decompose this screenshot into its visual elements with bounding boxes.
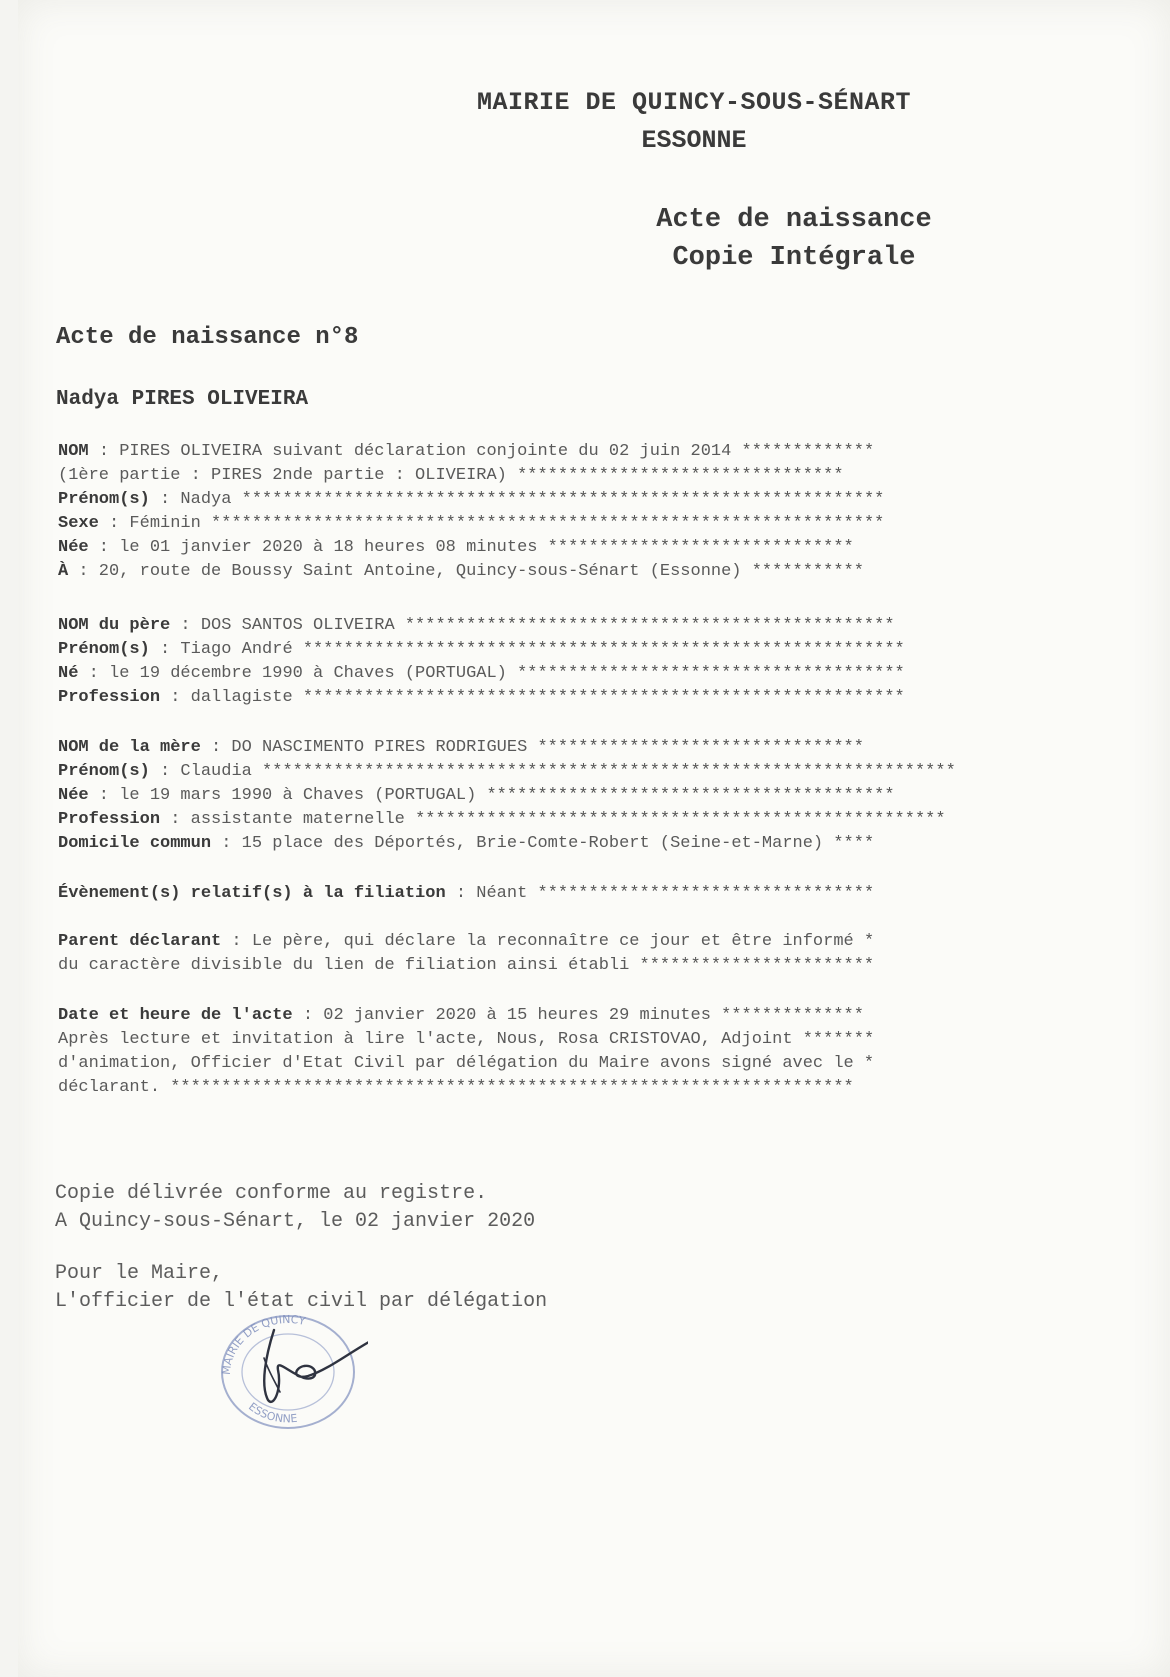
mother-nom-value: : DO NASCIMENTO PIRES RODRIGUES — [200, 738, 528, 757]
domicile-value: : 15 place des Déportés, Brie-Comte-Robert (Seine-et-Marne) — [211, 834, 824, 853]
father-nom-value: : DOS SANTOS OLIVEIRA — [170, 616, 395, 635]
filler-stars: **************************************************** — [404, 810, 946, 829]
acte-date-section — [58, 1004, 1078, 1100]
filler-stars: ************* — [731, 442, 875, 461]
mother-nom-label: NOM de la mère — [58, 738, 201, 757]
signature-stroke-2 — [264, 1358, 280, 1392]
child-sexe-line — [58, 512, 1078, 536]
acte-text-4: déclarant. — [58, 1078, 161, 1097]
filler-stars: ****************************** — [537, 538, 854, 557]
filler-stars: *********************************************************** — [292, 688, 905, 707]
acte-date-line3 — [58, 1052, 1078, 1076]
acte-text-3: d'animation, Officier d'Etat Civil par délégation du Maire avons signé avec le — [58, 1054, 854, 1073]
filler-stars: ****************************************************************** — [200, 514, 885, 533]
child-sexe-value: : Féminin — [98, 514, 201, 533]
father-ne-value: : le 19 décembre 1990 à Chaves (PORTUGAL) — [78, 664, 507, 683]
child-nom-line — [58, 440, 1078, 464]
official-stamp-with-signature — [208, 1300, 368, 1430]
child-prenom-line — [58, 488, 1078, 512]
filler-stars: ********************************* — [527, 884, 875, 903]
filler-stars: * — [853, 1054, 875, 1073]
mother-prenom-label: Prénom(s) — [58, 762, 150, 781]
officier-text: L'officier de l'état civil par délégation — [55, 1290, 548, 1313]
child-nom-parts: (1ère partie : PIRES 2nde partie : OLIVEIRA) — [58, 466, 507, 485]
mother-nee-value: : le 19 mars 1990 à Chaves (PORTUGAL) — [88, 786, 477, 805]
domicile-line — [58, 832, 1078, 856]
mairie-heading: MAIRIE DE QUINCY-SOUS-SÉNART — [476, 88, 912, 117]
child-nee-value: : le 01 janvier 2020 à 18 heures 08 minutes — [88, 538, 538, 557]
father-nom-line — [58, 614, 1078, 638]
copy-certification — [55, 1180, 535, 1236]
filler-stars: **************************************** — [476, 786, 895, 805]
father-ne-label: Né — [58, 664, 79, 683]
father-ne-line — [58, 662, 1078, 686]
filler-stars: *********** — [741, 562, 864, 581]
filiation-value: : Néant — [445, 884, 528, 903]
mother-prenom-line — [58, 760, 1078, 784]
child-nee-line — [58, 536, 1078, 560]
lieu-date-text: A Quincy-sous-Sénart, le 02 janvier 2020 — [55, 1210, 536, 1233]
filler-stars: *************************************************************** — [231, 490, 885, 509]
mother-profession-line — [58, 808, 1078, 832]
document-sheet — [18, 0, 1170, 1677]
acte-title: Acte de naissance n°8 — [56, 324, 359, 351]
acte-date-line2 — [58, 1028, 1078, 1052]
mother-section — [58, 736, 1078, 856]
acte-date-value: : 02 janvier 2020 à 15 heures 29 minutes — [292, 1006, 711, 1025]
filiation-label: Évènement(s) relatif(s) à la filiation — [58, 884, 446, 903]
father-profession-label: Profession — [58, 688, 161, 707]
child-lieu-label: À — [58, 562, 69, 581]
mother-profession-label: Profession — [58, 810, 161, 829]
acte-date-line4 — [58, 1076, 1078, 1100]
filiation-line — [58, 882, 1078, 906]
child-nee-label: Née — [58, 538, 89, 557]
filler-stars: *********************** — [629, 956, 875, 975]
mother-prenom-value: : Claudia — [149, 762, 252, 781]
father-prenom-line — [58, 638, 1078, 662]
mother-profession-value: : assistante maternelle — [160, 810, 405, 829]
father-prenom-value: : Tiago André — [149, 640, 293, 659]
filler-stars: *********************************************************** — [292, 640, 905, 659]
filler-stars: **** — [823, 834, 875, 853]
acte-date-line — [58, 1004, 1078, 1028]
child-prenom-value: : Nadya — [149, 490, 232, 509]
stamp-bottom-text: ESSONNE — [246, 1400, 298, 1426]
departement-heading: ESSONNE — [641, 126, 747, 155]
declarant-line2 — [58, 954, 1078, 978]
filiation-section — [58, 882, 1078, 906]
child-section — [58, 440, 1078, 584]
filler-stars: ******************************************************************* — [160, 1078, 854, 1097]
declarant-value: : Le père, qui déclare la reconnaître ce jour et être informé — [221, 932, 854, 951]
document-kind-heading: Copie Intégrale — [672, 243, 916, 273]
declarant-label: Parent déclarant — [58, 932, 222, 951]
mother-nom-line — [58, 736, 1078, 760]
person-name: Nadya PIRES OLIVEIRA — [56, 388, 309, 411]
child-sexe-label: Sexe — [58, 514, 99, 533]
mother-nee-line — [58, 784, 1078, 808]
declarant-value-cont: du caractère divisible du lien de filiation ainsi établi — [58, 956, 630, 975]
filler-stars: * — [853, 932, 875, 951]
acte-date-label: Date et heure de l'acte — [58, 1006, 293, 1025]
stamp-top-text: MAIRIE DE QUINCY — [219, 1312, 307, 1376]
mother-nee-label: Née — [58, 786, 89, 805]
child-lieu-value: : 20, route de Boussy Saint Antoine, Quincy-sous-Sénart (Essonne) — [68, 562, 742, 581]
father-prenom-label: Prénom(s) — [58, 640, 150, 659]
child-prenom-label: Prénom(s) — [58, 490, 150, 509]
filler-stars: ******************************************************************** — [251, 762, 956, 781]
father-profession-value: : dallagiste — [160, 688, 293, 707]
child-nom-line2 — [58, 464, 1078, 488]
father-section — [58, 614, 1078, 710]
domicile-label: Domicile commun — [58, 834, 212, 853]
father-profession-line — [58, 686, 1078, 710]
pour-maire-text: Pour le Maire, — [55, 1262, 224, 1285]
declarant-line — [58, 930, 1078, 954]
filler-stars: ************************************************ — [394, 616, 895, 635]
child-nom-value: : PIRES OLIVEIRA suivant déclaration conjointe du 02 juin 2014 — [98, 442, 732, 461]
filler-stars: ******* — [792, 1030, 875, 1049]
declarant-section — [58, 930, 1078, 978]
father-nom-label: NOM du père — [58, 616, 171, 635]
filler-stars: ******************************** — [506, 466, 844, 485]
child-lieu-line — [58, 560, 1078, 584]
copie-text: Copie délivrée conforme au registre. — [55, 1182, 488, 1205]
child-nom-label: NOM — [58, 442, 89, 461]
filler-stars: ******************************** — [527, 738, 864, 757]
document-type-heading: Acte de naissance — [656, 205, 932, 235]
acte-text-2: Après lecture et invitation à lire l'acte, Nous, Rosa CRISTOVAO, Adjoint — [58, 1030, 793, 1049]
filler-stars: ************************************** — [506, 664, 905, 683]
filler-stars: ************** — [710, 1006, 864, 1025]
